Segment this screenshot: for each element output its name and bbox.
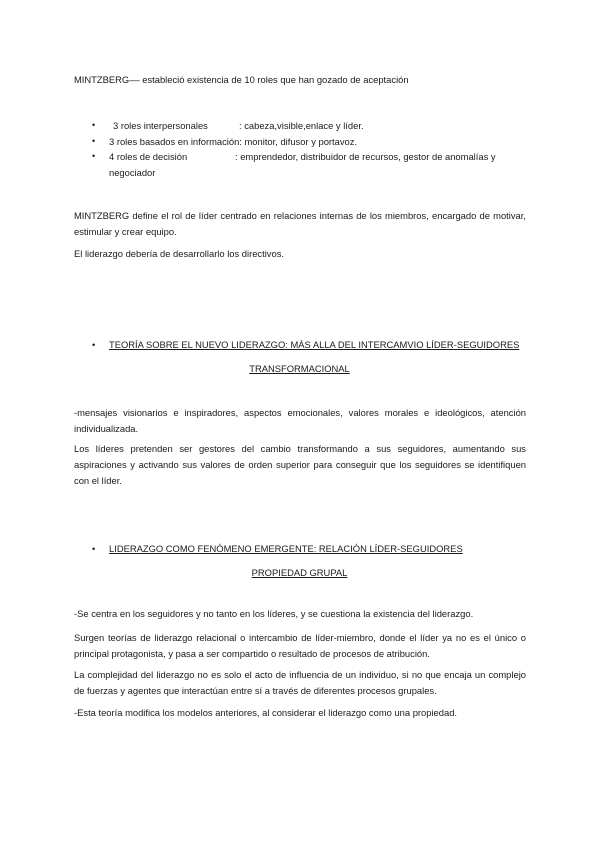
list-item: [92, 118, 532, 134]
role-label: 3 roles basados en información: monitor, difusor y portavoz.: [109, 135, 358, 147]
bullet-icon: •: [92, 543, 96, 554]
section-subtitle: [0, 361, 599, 376]
roles-list: [92, 118, 532, 180]
section-heading: [92, 337, 519, 352]
role-desc: : emprendedor, distribuidor de recursos, gestor de anomalías y negociador: [109, 151, 496, 178]
paragraph: El liderazgo debería de desarrollarlo los directivos.: [74, 248, 285, 259]
paragraph: Los líderes pretenden ser gestores del cambio transformando a sus seguidores, aumentando sus aspiraciones y activando sus valores de orden superior para conseguir que los seguidores se identifiquen con el líder.: [74, 443, 526, 486]
paragraph: La complejidad del liderazgo no es solo el acto de influencia de un individuo, si no que encaja un complejo de fuerzas y agentes que interactúan entre sí a través de diferentes procesos grupales.: [74, 669, 526, 696]
intro-text: MINTZBERG–– estableció existencia de 10 roles que han gozado de aceptación: [74, 74, 409, 85]
bullet-icon: •: [92, 120, 96, 130]
paragraph: -mensajes visionarios e inspiradores, aspectos emocionales, valores morales e ideológicos, atención individualizada.: [74, 407, 526, 434]
list-item: [92, 149, 532, 180]
bullet-icon: •: [92, 151, 96, 161]
bullet-icon: •: [92, 135, 96, 146]
role-label: 4 roles de decisión: [109, 151, 188, 162]
section-subtitle: [0, 565, 599, 580]
bullet-icon: •: [92, 339, 96, 350]
section-title: TEORÍA SOBRE EL NUEVO LIDERAZGO: MÁS ALLA DEL INTERCAMVIO LÍDER-SEGUIDORES: [109, 339, 520, 350]
paragraph: -Se centra en los seguidores y no tanto en los líderes, y se cuestiona la existencia del liderazgo.: [74, 608, 474, 619]
role-label: 3 roles interpersonales: [113, 120, 208, 131]
paragraph: Surgen teorías de liderazgo relacional o intercambio de líder-miembro, donde el líder ya no es el único o principal protagonista, y pasa a ser compartido o resultado de procesos de atribución.: [74, 632, 526, 659]
role-desc: : cabeza,visible,enlace y líder.: [239, 120, 364, 131]
paragraph: MINTZBERG define el rol de líder centrado en relaciones internas de los miembros, encargado de motivar, estimular y crear equipo.: [74, 210, 526, 237]
section-subtitle-text: PROPIEDAD GRUPAL: [251, 567, 348, 578]
section-subtitle-text: TRANSFORMACIONAL: [249, 363, 350, 374]
section-heading: [92, 541, 463, 556]
list-item: [92, 134, 532, 150]
section-title: LIDERAZGO COMO FENÓMENO EMERGENTE: RELACIÓN LÍDER-SEGUIDORES: [109, 543, 463, 554]
paragraph: -Esta teoría modifica los modelos anteriores, al considerar el liderazgo como una propiedad.: [74, 707, 458, 718]
